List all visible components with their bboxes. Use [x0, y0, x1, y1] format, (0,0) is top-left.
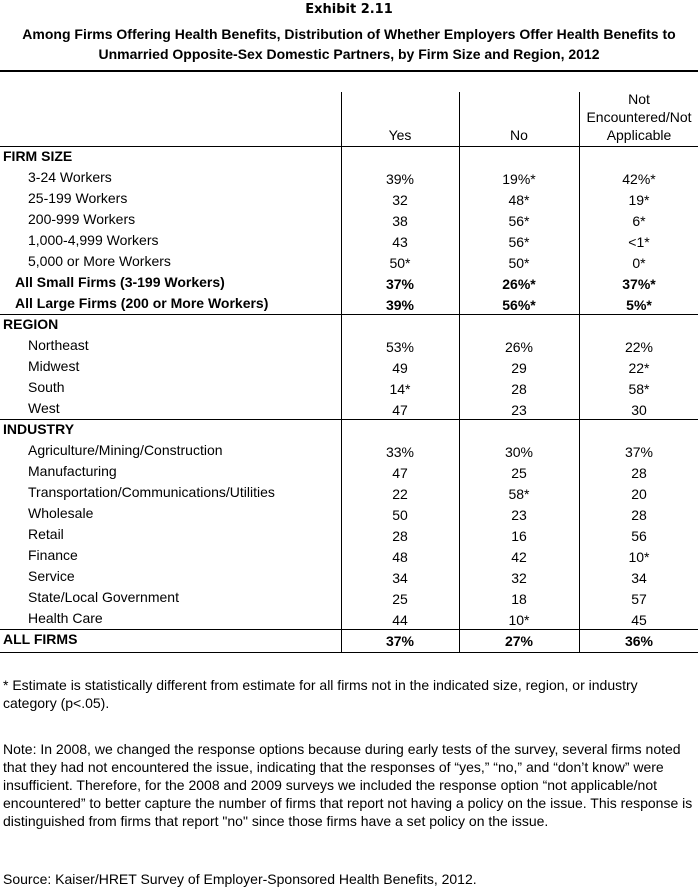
cell-na: 34	[631, 570, 647, 586]
cell-no: 26%*	[502, 276, 536, 292]
row-label: 200-999 Workers	[28, 211, 136, 227]
cell-no: 26%	[504, 339, 534, 355]
cell-yes: 28	[392, 528, 408, 544]
row-divider	[0, 419, 698, 420]
row-label: State/Local Government	[28, 589, 179, 605]
top-rule	[0, 70, 698, 72]
cell-yes: 25	[392, 591, 408, 607]
row-label: Agriculture/Mining/Construction	[28, 442, 223, 458]
row-label: FIRM SIZE	[3, 148, 73, 164]
cell-no: 25	[511, 465, 527, 481]
cell-na: 28	[631, 507, 647, 523]
column-divider	[579, 92, 580, 652]
bottom-rule	[0, 652, 698, 653]
row-label: All Large Firms (200 or More Workers)	[15, 295, 269, 311]
title-line-1: Among Firms Offering Health Benefits, Distribution of Whether Employers Offer Health Benefits to	[22, 26, 676, 42]
cell-na: 28	[631, 465, 647, 481]
row-label: Finance	[28, 547, 78, 563]
cell-no: 50*	[508, 255, 530, 271]
col-header-na-line-2: Encountered/Not	[586, 109, 692, 125]
col-header-yes: Yes	[388, 127, 412, 143]
cell-yes: 49	[392, 360, 408, 376]
col-header-na-line-1: Not	[628, 91, 650, 107]
cell-yes: 38	[392, 213, 408, 229]
exhibit-label: Exhibit 2.11	[305, 2, 393, 17]
cell-no: 56%*	[502, 297, 536, 313]
cell-no: 48*	[508, 192, 530, 208]
cell-na: 20	[631, 486, 647, 502]
row-label: 25-199 Workers	[28, 190, 128, 206]
cell-yes: 14*	[389, 381, 411, 397]
row-label: Transportation/Communications/Utilities	[28, 484, 275, 500]
row-label: 1,000-4,999 Workers	[28, 232, 159, 248]
col-header-na-line-3: Applicable	[606, 127, 672, 143]
row-label: 3-24 Workers	[28, 169, 112, 185]
col-header-not-applicable	[580, 90, 698, 144]
cell-no: 19%*	[502, 171, 536, 187]
col-header-no: No	[510, 127, 528, 143]
cell-no: 23	[511, 507, 527, 523]
cell-na: 58*	[628, 381, 650, 397]
row-label: INDUSTRY	[3, 421, 75, 437]
cell-no: 56*	[508, 213, 530, 229]
cell-yes: 37%	[385, 633, 415, 649]
cell-yes: 39%	[385, 171, 415, 187]
method-note: Note: In 2008, we changed the response options because during early tests of the survey, several firms noted that they had not encountered the issue, indicating that the responses of “yes,” “no,” and “don’t know” were insufficient. Therefore, for the 2008 and 2009 surveys we included the response option “not applicable/not encountered” to better capture the number of firms that report not having a policy on the issue. This response is distinguished from firms that report "no" since those firms have a set policy on the issue.	[3, 741, 693, 829]
cell-na: 57	[631, 591, 647, 607]
cell-yes: 50*	[389, 255, 411, 271]
cell-na: 37%*	[622, 276, 656, 292]
row-label: All Small Firms (3-199 Workers)	[15, 274, 225, 290]
row-label: South	[28, 379, 65, 395]
cell-na: 42%*	[622, 171, 656, 187]
cell-no: 10*	[508, 612, 530, 628]
cell-no: 42	[511, 549, 527, 565]
row-label: REGION	[3, 316, 59, 332]
cell-na: 10*	[628, 549, 650, 565]
cell-yes: 53%	[385, 339, 415, 355]
cell-no: 18	[511, 591, 527, 607]
cell-yes: 50	[392, 507, 408, 523]
cell-no: 58*	[508, 486, 530, 502]
row-label: Retail	[28, 526, 64, 542]
cell-na: 0*	[632, 255, 646, 271]
row-label: Northeast	[28, 337, 89, 353]
cell-na: 6*	[632, 213, 646, 229]
cell-yes: 44	[392, 612, 408, 628]
row-label: West	[28, 400, 60, 416]
cell-no: 29	[511, 360, 527, 376]
cell-no: 32	[511, 570, 527, 586]
title-line-2: Unmarried Opposite-Sex Domestic Partners, by Firm Size and Region, 2012	[98, 46, 600, 62]
cell-no: 16	[511, 528, 527, 544]
cell-na: 19*	[628, 192, 650, 208]
cell-na: 5%*	[626, 297, 652, 313]
row-label: 5,000 or More Workers	[28, 253, 171, 269]
cell-na: 22%	[624, 339, 654, 355]
cell-na: 37%	[624, 444, 654, 460]
cell-na: 45	[631, 612, 647, 628]
column-divider	[341, 92, 342, 652]
source-note: Source: Kaiser/HRET Survey of Employer-Sponsored Health Benefits, 2012.	[3, 871, 477, 887]
row-label: Service	[28, 568, 75, 584]
cell-yes: 33%	[385, 444, 415, 460]
cell-na: 56	[631, 528, 647, 544]
row-label: Midwest	[28, 358, 80, 374]
cell-yes: 43	[392, 234, 408, 250]
cell-yes: 47	[392, 465, 408, 481]
cell-yes: 37%	[385, 276, 415, 292]
cell-no: 23	[511, 402, 527, 418]
cell-na: 22*	[628, 360, 650, 376]
cell-yes: 32	[392, 192, 408, 208]
cell-no: 56*	[508, 234, 530, 250]
row-label: Manufacturing	[28, 463, 117, 479]
row-divider	[0, 629, 698, 630]
row-label: Wholesale	[28, 505, 94, 521]
cell-yes: 47	[392, 402, 408, 418]
cell-yes: 34	[392, 570, 408, 586]
footnote: * Estimate is statistically different from estimate for all firms not in the indicated size, region, or industry category (p<.05).	[3, 677, 638, 711]
row-divider	[0, 146, 698, 147]
table-title	[0, 24, 698, 64]
cell-na: <1*	[628, 234, 650, 250]
cell-yes: 22	[392, 486, 408, 502]
column-divider	[459, 92, 460, 652]
cell-no: 28	[511, 381, 527, 397]
row-label: Health Care	[28, 610, 103, 626]
row-divider	[0, 314, 698, 315]
cell-yes: 48	[392, 549, 408, 565]
row-label: ALL FIRMS	[3, 631, 78, 647]
cell-no: 30%	[504, 444, 534, 460]
cell-no: 27%	[504, 633, 534, 649]
cell-na: 30	[631, 402, 647, 418]
cell-yes: 39%	[385, 297, 415, 313]
cell-na: 36%	[624, 633, 654, 649]
